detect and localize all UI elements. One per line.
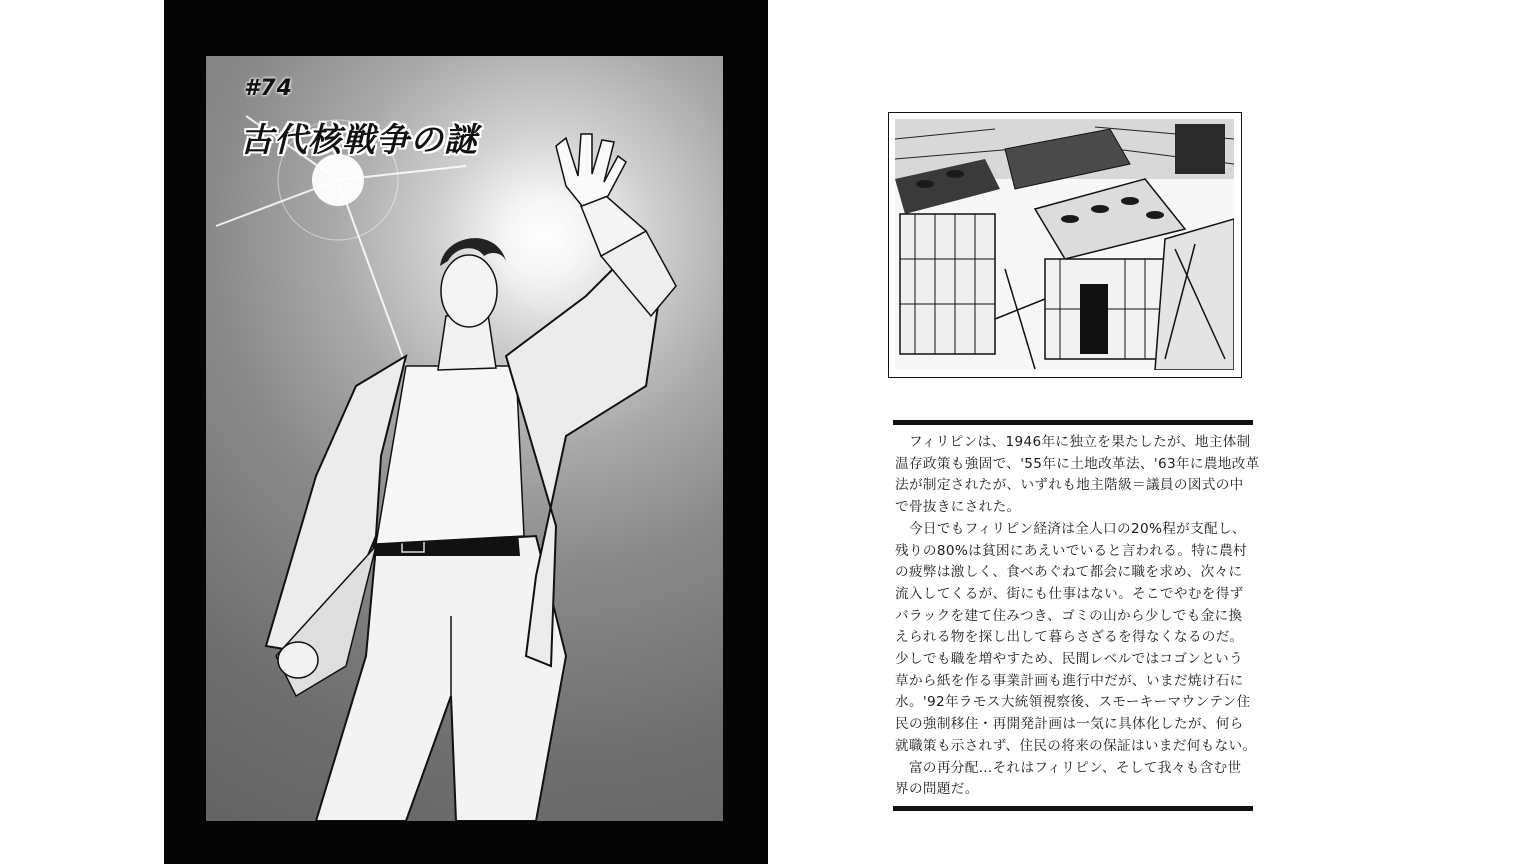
shanty-town-drawing xyxy=(895,119,1234,370)
chapter-title: 古代核戦争の謎 xyxy=(240,120,478,159)
essay-line: 法が制定されたが、いずれも地主階級＝議員の図式の中 xyxy=(895,477,1244,494)
top-rule xyxy=(893,420,1253,425)
essay-line: 水。'92年ラモス大統領視察後、スモーキーマウンテン住 xyxy=(895,694,1251,711)
man-reaching-sky-illustration xyxy=(206,56,723,821)
essay-line: で骨抜きにされた。 xyxy=(895,499,1021,516)
title-illustration-panel xyxy=(206,56,723,821)
essay-line: バラックを建て住みつき、ゴミの山から少しでも金に換 xyxy=(895,607,1243,624)
essay-line: 草から紙を作る事業計画も進行中だが、いまだ焼け石に xyxy=(895,672,1244,689)
shanty-town-illustration xyxy=(888,112,1242,378)
essay-line: えられる物を探し出して暮らさざるを得なくなるのだ。 xyxy=(895,629,1244,646)
essay-line: 界の問題だ。 xyxy=(895,781,979,798)
essay-line: 温存政策も強固で、'55年に土地改革法、'63年に農地改革 xyxy=(895,455,1260,472)
essay-line: 少しでも職を増やすため、民間レベルではコゴンという xyxy=(895,651,1244,668)
essay-line: 今日でもフィリピン経済は全人口の20%程が支配し、 xyxy=(895,520,1246,537)
chapter-number: #74 xyxy=(244,76,293,101)
essay-line: の疲弊は激しく、食べあぐねて都会に職を求め、次々に xyxy=(895,564,1243,581)
bottom-rule xyxy=(893,806,1253,811)
essay-line: フィリピンは、1946年に独立を果たしたが、地主体制 xyxy=(895,434,1251,450)
essay-text xyxy=(895,432,1260,801)
essay-line: 民の強制移住・再開発計画は一気に具体化したが、何ら xyxy=(895,716,1244,733)
essay-line: 就職策も示されず、住民の将来の保証はいまだ何もない。 xyxy=(895,737,1257,754)
essay-line: 富の再分配…それはフィリピン、そして我々も含む世 xyxy=(895,759,1242,776)
essay-line: 残りの80%は貧困にあえいでいると言われる。特に農村 xyxy=(895,542,1247,559)
essay-line: 流入してくるが、街にも仕事はない。そこでやむを得ず xyxy=(895,585,1244,602)
